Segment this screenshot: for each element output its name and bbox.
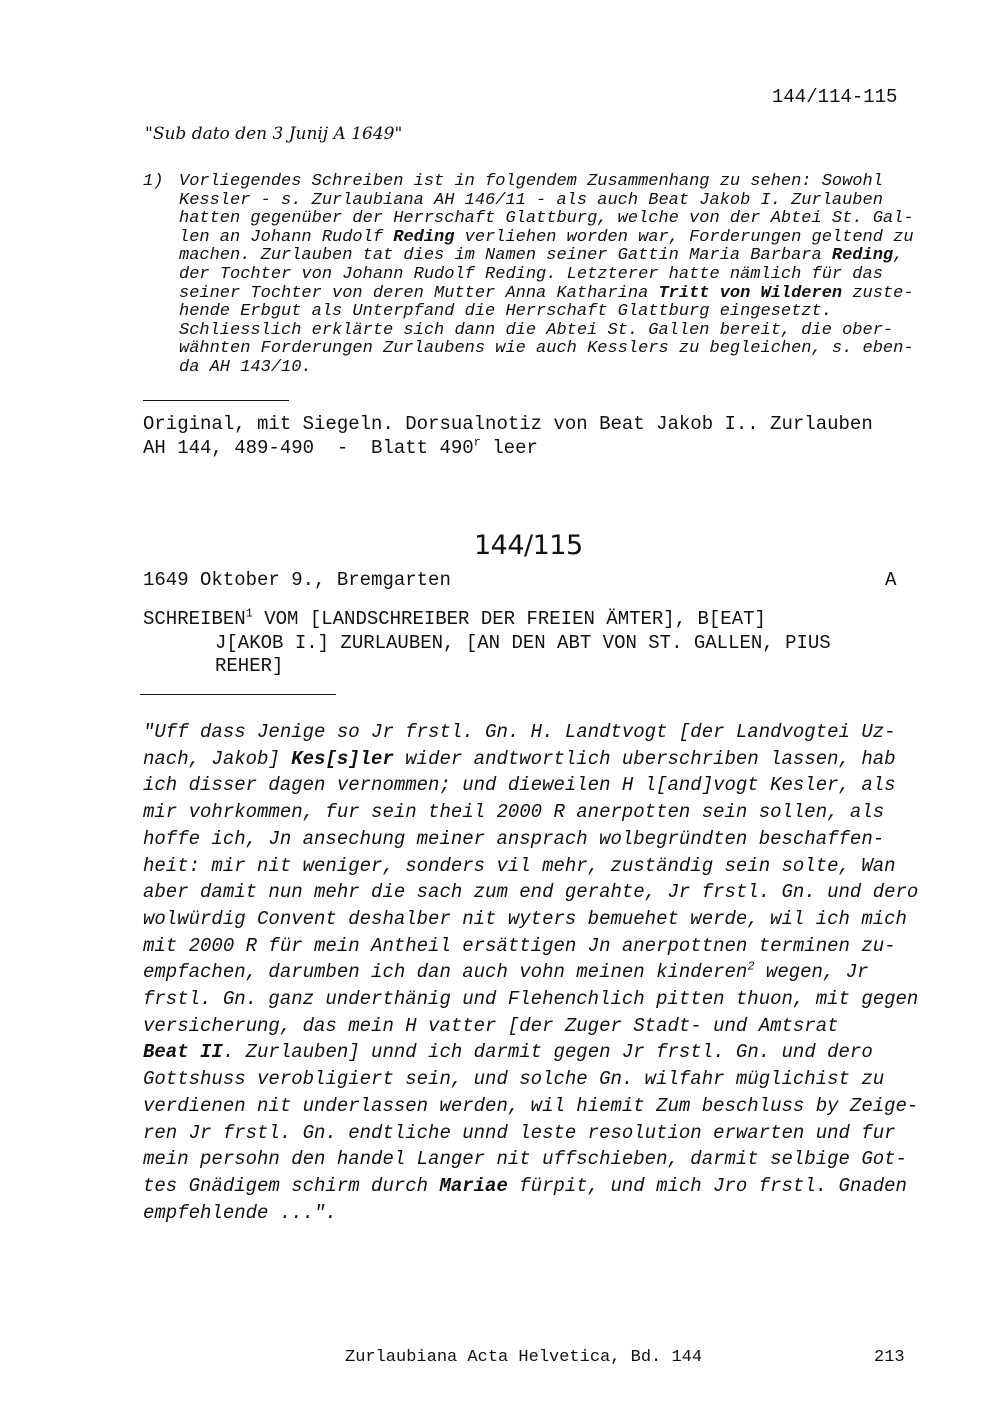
quote-line: mein persohn den handel Langer nit uffschieben, darmit selbige Got- [143,1148,907,1171]
quote-line: mir vohrkommen, fur sein theil 2000 R anerpotten sein sollen, als [143,801,885,824]
footnote-text [179,173,914,378]
footnote-line: hatten gegenüber der Herrschaft Glattburg, welche von der Abtei St. Gal- [179,209,914,229]
quote-line: hoffe ich, Jn ansechung meiner ansprach wolbegründten beschaffen- [143,827,885,850]
entry-title-line-3: REHER] [215,655,284,677]
quote-line: ren Jr frstl. Gn. endtliche unnd leste resolution erwarten und fur [143,1121,896,1144]
source-note-line-2: AH 144, 489-490 - Blatt 490$^r$ leer [143,435,538,459]
quote-line: wolwürdig Convent deshalber nit wyters bemuehet werde, wil ich mich [143,907,907,930]
quote-line: Gottshuss verobligiert sein, und solche Gn. wilfahr müglichist zu [143,1068,885,1091]
footnote-line: der Tochter von Johann Rudolf Reding. Letzterer hatte nämlich für das [179,264,883,284]
quote-line: nach, Jakob] Kes[s]ler wider andtwortlich uberschriben lassen, hab [143,747,896,770]
entry-title [143,608,831,679]
quote-line: aber damit nun mehr die sach zum end gerahte, Jr frstl. Gn. und dero [143,881,919,904]
quote-line: "Uff dass Jenige so Jr frstl. Gn. H. Landtvogt [der Landvogtei Uz- [143,721,896,743]
quote-line: empfachen, darumben ich dan auch vohn meinen kinderen$^2$ wegen, Jr [143,960,869,984]
quote-line: frstl. Gn. ganz underthänig und Flehenchlich pitten thuon, mit gegen [143,988,919,1011]
footnote-line: Schliesslich erklärte sich dann die Abtei St. Gallen bereit, die ober- [179,320,894,340]
entry-date-place: 1649 Oktober 9., Bremgarten [143,569,451,591]
quote-line: empfehlende ...". [143,1201,337,1224]
footnote-line: da AH 143/10. [179,357,312,377]
source-note [143,412,873,460]
quote-line: Beat II. Zurlauben] unnd ich darmit gegen Jr frstl. Gn. und dero [143,1041,873,1064]
footer-page-number: 213 [874,1348,905,1367]
footnote-line: wähnten Forderungen Zurlaubens wie auch Kesslers zu begleichen, s. eben- [179,339,914,359]
source-note-line-1: Original, mit Siegeln. Dorsualnotiz von Beat Jakob I.. Zurlauben [143,413,873,435]
entry-title-line-1: SCHREIBEN$^1$ VOM [LANDSCHREIBER DER FREIEN ÄMTER], B[EAT] [143,606,766,630]
sub-dato-note: "Sub dato den 3 Junij A 1649" [145,124,403,144]
entry-title-line-2: J[AKOB I.] ZURLAUBEN, [AN DEN ABT VON ST. GALLEN, PIUS [215,631,831,654]
letter-quote [143,719,918,1226]
footnote-line: Vorliegendes Schreiben ist in folgendem Zusammenhang zu sehen: Sowohl [179,172,883,191]
footnote-line: hende Erbgut als Unterpfand die Herrschaft Glattburg eingesetzt. [179,302,832,322]
quote-line: tes Gnädigem schirm durch Mariae fürpit, und mich Jro frstl. Gnaden [143,1174,907,1197]
footnote-line: machen. Zurlauben tat dies im Namen seiner Gattin Maria Barbara Reding, [179,246,904,266]
quote-line: mit 2000 R für mein Antheil ersättigen Jn anerpottnen terminen zu- [143,934,896,957]
footnote-line: Kessler - s. Zurlaubiana AH 146/11 - als auch Beat Jakob I. Zurlauben [179,190,883,210]
entry-marker: A [885,569,897,591]
footnote-line: seiner Tochter von deren Mutter Anna Katharina Tritt von Wilderen zuste- [179,283,914,303]
footnote-divider [143,400,289,401]
footer-series: Zurlaubiana Acta Helvetica, Bd. 144 [345,1348,703,1367]
footnote-number: 1) [143,172,164,191]
footnote-line: len an Johann Rudolf Reding verliehen worden war, Forderungen geltend zu [179,227,914,247]
entry-number-heading: 144/115 [474,530,583,561]
quote-line: versicherung, das mein H vatter [der Zuger Stadt- und Amtsrat [143,1014,839,1037]
quote-line: verdienen nit underlassen werden, wil hiemit Zum beschluss by Zeige- [143,1094,919,1117]
page-reference: 144/114-115 [772,86,898,108]
quote-line: ich disser dagen vernommen; und dieweilen H l[and]vogt Kesler, als [143,774,896,797]
quote-line: heit: mir nit weniger, sonders vil mehr, zuständig sein solte, Wan [143,854,896,877]
title-divider [140,694,336,695]
